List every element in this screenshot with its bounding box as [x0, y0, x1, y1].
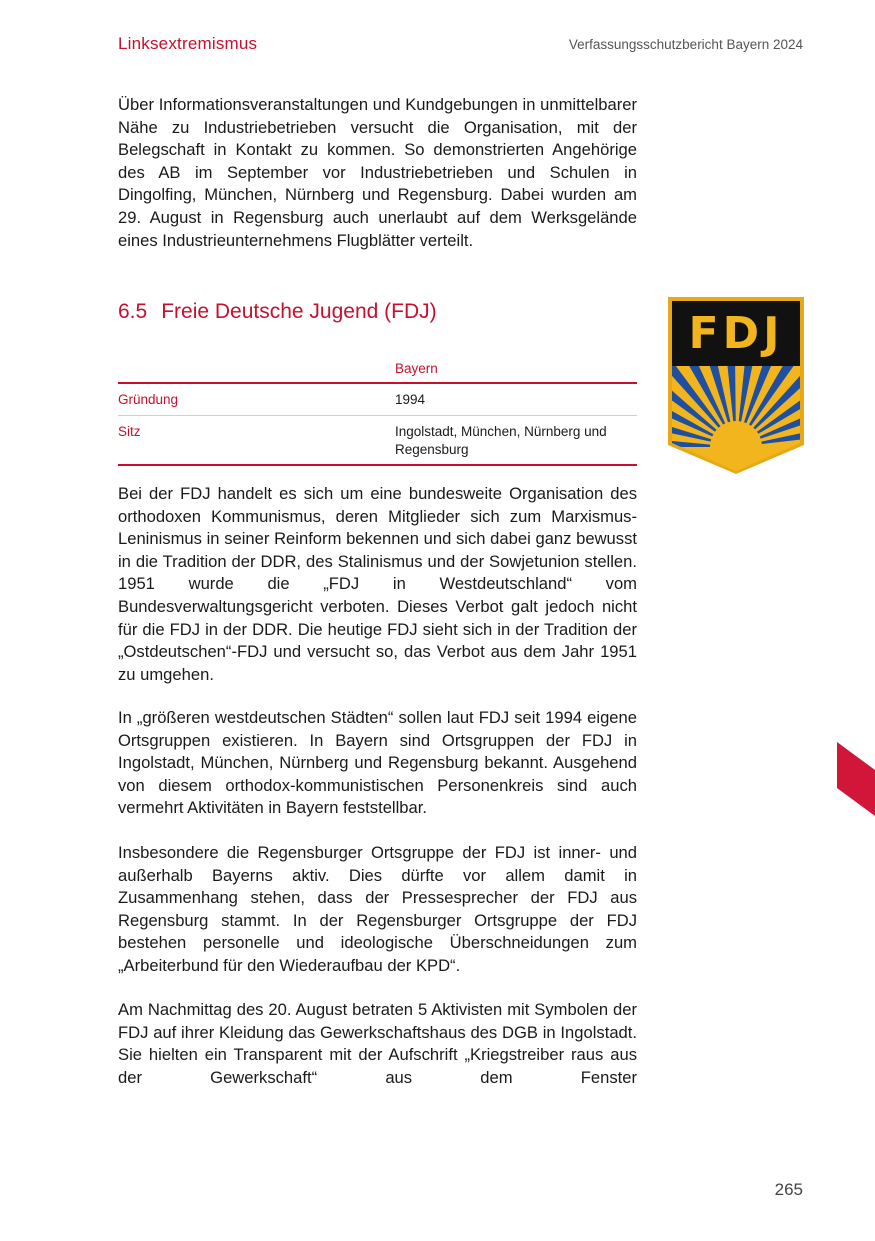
section-heading [118, 300, 437, 324]
fdj-emblem-logo [668, 297, 804, 475]
fact-table-empty-header [118, 356, 395, 383]
body-paragraph: In „größeren westdeutschen Städten“ sollen laut FDJ seit 1994 eigene Ortsgruppen existieren. In Bayern sind Ortsgruppen der FDJ in Ingolstadt, München, Nürnberg und Regensburg bekannt. Ausgehend von diesem orthodox-kommunistischen Personenkreis sind auch vermehrt Aktivitäten in Bayern feststellbar. [118, 708, 637, 818]
fact-label: Gründung [118, 383, 395, 416]
fact-table [118, 356, 637, 466]
body-paragraph: Insbesondere die Regensburger Ortsgruppe der FDJ ist inner- und außerhalb Bayerns aktiv. Dies dürfte vor allem damit in Zusammenhang stehen, dass der Pressesprecher der FDJ aus Regensburg stammt. In der Regensburger Ortsgruppe der FDJ bestehen personelle und ideologische Überschneidungen zum „Arbeiterbund für den Wiederaufbau der KPD“. [118, 843, 637, 975]
chapter-edge-tab [837, 742, 875, 816]
page-number: 265 [774, 1180, 803, 1199]
fact-value: Ingolstadt, München, Nürnberg und Regensburg [395, 416, 637, 466]
body-paragraph: Am Nachmittag des 20. August betraten 5 Aktivisten mit Symbolen der FDJ auf ihrer Kleidung das Gewerkschaftshaus des DGB in Ingolstadt. Sie hielten ein Transparent mit der Aufschrift „Kriegstreiber raus aus der Gewerkschaft“ aus dem Fenster [118, 1000, 637, 1087]
fact-value: 1994 [395, 383, 637, 416]
fact-label: Sitz [118, 416, 395, 466]
header-section-title: Linksextremismus [118, 34, 258, 53]
table-row [118, 416, 637, 466]
section-title-text: Freie Deutsche Jugend (FDJ) [161, 300, 437, 323]
table-row [118, 383, 637, 416]
section-number: 6.5 [118, 300, 148, 323]
fact-table-column-header: Bayern [395, 356, 637, 383]
body-paragraph: Bei der FDJ handelt es sich um eine bundesweite Organisation des orthodoxen Kommunismus, deren Mitglieder sich zum Marxismus-Leninismus in seiner Reinform bekennen und sich dabei ganz bewusst in die Tradition der DDR, des Stalinismus und der Sowjetunion stellen. 1951 wurde die „FDJ in Westdeutschland“ vom Bundesverwaltungsgericht verboten. Dieses Verbot galt jedoch nicht für die FDJ in der DDR. Die heutige FDJ sieht sich in der Tradition der „Ostdeutschen“-FDJ und versucht so, das Verbot aus dem Jahr 1951 zu umgehen. [118, 484, 637, 684]
header-publication-title: Verfassungsschutzbericht Bayern 2024 [568, 37, 803, 52]
svg-text:FDJ: FDJ [688, 308, 784, 359]
intro-paragraph: Über Informationsveranstaltungen und Kundgebungen in unmittelbarer Nähe zu Industriebetrieben versucht die Organisation, mit der Belegschaft in Kontakt zu kommen. So demonstrierten Angehörige des AB im September vor Industriebetrieben und Schulen in Dingolfing, München, Nürnberg und Regensburg. Dabei wurden am 29. August in Regensburg auch unerlaubt auf dem Werksgelände eines Industrieunternehmens Flugblätter verteilt. [118, 95, 637, 250]
